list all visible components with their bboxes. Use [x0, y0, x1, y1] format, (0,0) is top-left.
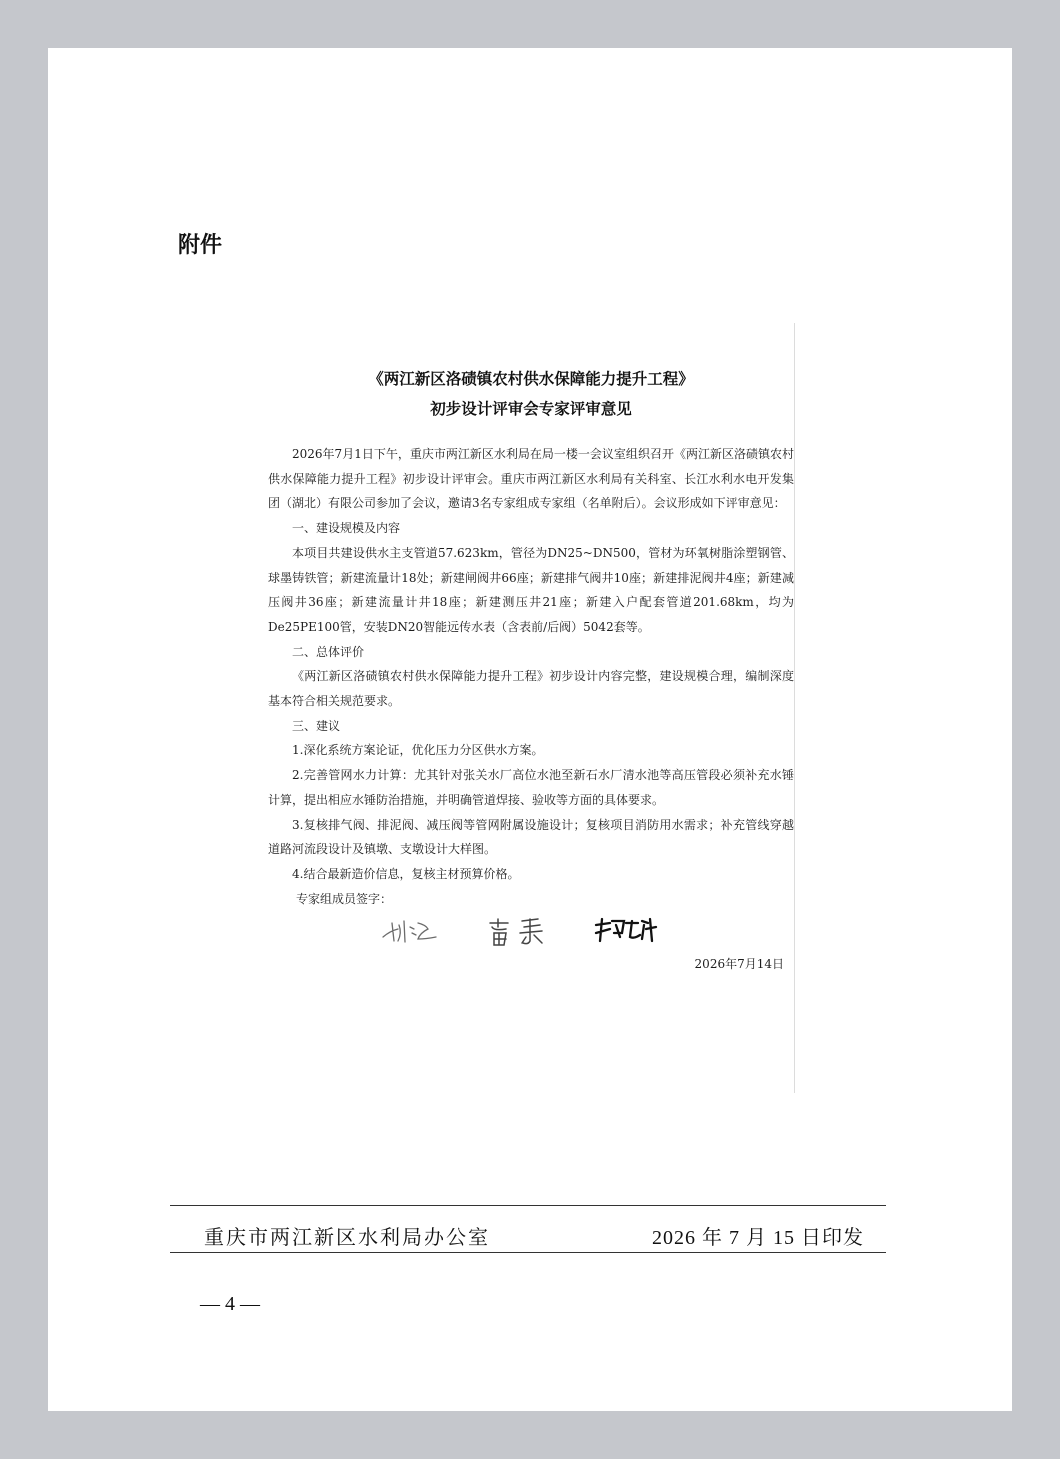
issuing-office: 重庆市两江新区水利局办公室: [204, 1227, 490, 1249]
section-heading-evaluation: 二、总体评价: [292, 644, 365, 659]
opinion-title-line2: 初步设计评审会专家评审意见: [430, 399, 632, 418]
section-heading-scale: 一、建设规模及内容: [292, 521, 401, 536]
paragraph-intro: 2026年7月1日下午，重庆市两江新区水利局在局一楼一会议室组织召开《两江新区洛碛镇农村供水保障能力提升工程》初步设计评审会。重庆市两江新区水利局有关科室、长江水利水电开发集团（湖北）有限公司参加了会议，邀请3名专家组成专家组（名单附后）。会议形成如下评审意见：: [268, 447, 794, 511]
attachment-label: 附件: [178, 233, 223, 258]
scan-edge-line: [794, 323, 795, 1093]
document-page: [48, 48, 1012, 1411]
section-heading-suggestions: 三、建议: [292, 718, 341, 733]
suggestion-item: 4.结合最新造价信息，复核主材预算价格。: [292, 866, 520, 881]
suggestion-item: 3.复核排气阀、排泥阀、减压阀等管网附属设施设计；复核项目消防用水需求；补充管线穿越道路河流段设计及镇墩、支墩设计大样图。: [268, 817, 794, 857]
page-number: — 4 —: [200, 1293, 260, 1315]
handwritten-signatures: [268, 911, 794, 951]
signed-date: 2026年7月14日: [694, 957, 784, 972]
scanned-opinion: [268, 323, 794, 1093]
footer-rule-top: [170, 1205, 886, 1206]
opinion-body: [268, 442, 794, 887]
signature-label: 专家组成员签字：: [296, 891, 393, 906]
expert-signatures: [268, 911, 794, 951]
opinion-title-line1: 《两江新区洛碛镇农村供水保障能力提升工程》: [368, 369, 694, 388]
suggestion-item: 2.完善管网水力计算：尤其针对张关水厂高位水池至新石水厂清水池等高压管段必须补充水锤计算，提出相应水锤防治措施，并明确管道焊接、验收等方面的具体要求。: [268, 768, 794, 807]
footer-rule-bottom: [170, 1252, 886, 1253]
paragraph-scale: 本项目共建设供水主支管道57.623km，管径为DN25~DN500，管材为环氧树脂涂塑钢管、球墨铸铁管；新建流量计18处；新建闸阀井66座；新建排气阀井10座；新建排泥阀井4座；新建减压阀井36座；新建流量计井18座；新建测压井21座；新建入户配套管道201.68km，均为De25PE100管，安装DN20智能远传水表（含表前/后阀）5042套等。: [268, 545, 794, 634]
issue-date: 2026 年 7 月 15 日印发: [652, 1227, 864, 1249]
suggestion-item: 1.深化系统方案论证，优化压力分区供水方案。: [292, 743, 544, 758]
paragraph-evaluation: 《两江新区洛碛镇农村供水保障能力提升工程》初步设计内容完整，建设规模合理，编制深度基本符合相关规范要求。: [268, 669, 794, 709]
